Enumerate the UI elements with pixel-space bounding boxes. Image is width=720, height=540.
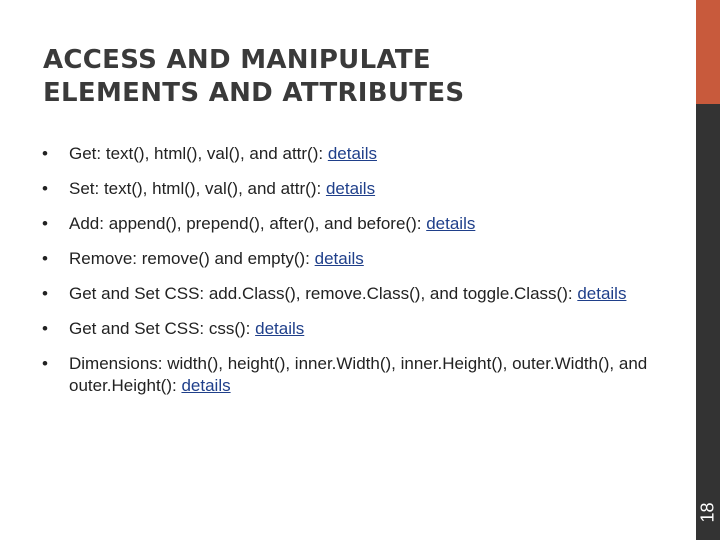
details-link[interactable]: details (325, 179, 376, 198)
bullet-text: Set: text(), html(), val(), and attr(): (69, 179, 326, 198)
bullet-dot: • (42, 214, 48, 233)
bullet-item-set (42, 178, 652, 200)
bullet-item-dimensions (42, 353, 652, 397)
bullet-dot: • (42, 284, 48, 303)
bullet-dot: • (42, 319, 48, 338)
bullet-item-css-class (42, 283, 652, 305)
bullet-text: Get and Set CSS: css(): (69, 319, 256, 338)
page-number (696, 492, 720, 532)
details-link[interactable]: details (577, 284, 627, 303)
bullet-dot: • (42, 144, 48, 163)
side-bar-accent (696, 0, 720, 104)
page-number-label: 18 (697, 501, 718, 523)
details-link[interactable]: details (327, 144, 377, 163)
bullet-list (42, 143, 652, 410)
bullet-dot: • (42, 249, 48, 268)
bullet-text: Get: text(), html(), val(), and attr(): (69, 144, 328, 163)
bullet-text: Remove: remove() and empty(): (69, 249, 315, 268)
bullet-text: Add: append(), prepend(), after(), and before(): (69, 214, 427, 233)
side-bar (696, 0, 720, 540)
bullet-dot: • (42, 179, 48, 198)
bullet-dot: • (42, 354, 48, 373)
bullet-item-remove (42, 248, 652, 270)
bullet-text: Get and Set CSS: add.Class(), remove.Class(), and toggle.Class(): (69, 284, 578, 303)
details-link[interactable]: details (181, 376, 231, 395)
bullet-item-add (42, 213, 652, 235)
details-link[interactable]: details (314, 249, 364, 268)
slide-title-line-1: ACCESS AND MANIPULATE (43, 45, 431, 75)
details-link[interactable]: details (426, 214, 476, 233)
slide-title-line-2: ELEMENTS AND ATTRIBUTES (43, 78, 465, 108)
slide-title (43, 44, 663, 110)
bullet-item-get (42, 143, 652, 165)
details-link[interactable]: details (255, 319, 305, 338)
bullet-item-css (42, 318, 652, 340)
bullet-text: Dimensions: width(), height(), inner.Width(), inner.Height(), outer.Width(), and outer.Height(): (69, 354, 648, 395)
